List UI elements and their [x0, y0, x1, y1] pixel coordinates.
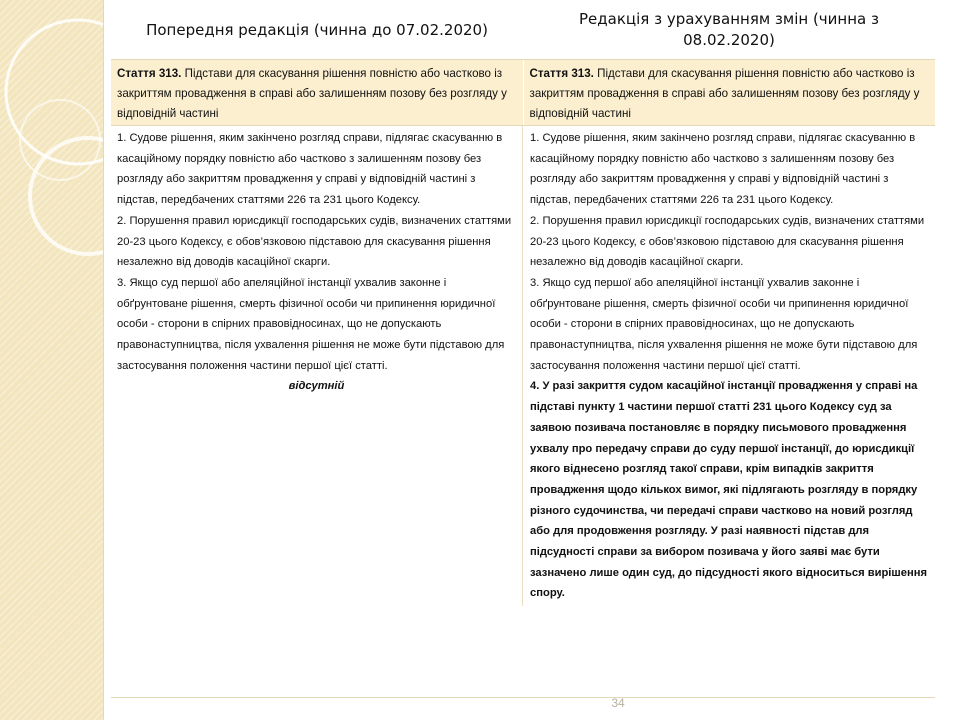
- page-number: 34: [611, 696, 625, 710]
- paragraph-3: 3. Якщо суд першої або апеляційної інстанції ухвалив законне і обґрунтоване рішення, смерть фізичної особи чи припинення юридичної особи - сторони в спірних правовідносинах, що не допускають правонаступництва, після ухвалення рішення не може бути підставою для застосування положення частини першої цієї статті.: [117, 276, 505, 372]
- header-previous-edition: Попередня редакція (чинна до 07.02.2020): [146, 21, 488, 39]
- decorative-circles: [0, 0, 104, 720]
- article-cell-left: [111, 60, 523, 125]
- article-title: Стаття 313.: [529, 67, 594, 80]
- paragraph-4-new: 4. У разі закриття судом касаційної інстанції провадження у справі на підставі пункту 1 частини першої статті 231 цього Кодексу суд за заявою позивача постановляє в порядку письмового провадження ухвалу про передачу справи до суду першої інстанції, до юрисдикції якого віднесено розгляд такої справи, крім випадків закриття провадження щодо кількох вимог, які підлягають розгляду в порядку різного судочинства, чи передачі справи частково на новий розгляд або для продовження розгляду. У разі наявності підстав для підсудності справи за вибором позивача у його заяві має бути зазначено лише один суд, до підсудності якого відноситься вирішення спору.: [530, 380, 927, 600]
- article-title: Стаття 313.: [117, 67, 182, 80]
- article-text: Підстави для скасування рішення повністю або частково із закриттям провадження в справі або залишенням позову без розгляду у відповідній частині: [117, 67, 507, 120]
- decorative-left-band: [0, 0, 104, 720]
- header-new-edition: Редакція з урахуванням змін (чинна з 08.02.2020): [579, 9, 879, 49]
- paragraph-1: 1. Судове рішення, яким закінчено розгляд справи, підлягає скасуванню в касаційному порядку повністю або частково з залишенням позову без розгляду або закриттям провадження у справі у відповідній частині з підстав, передбачених статтями 226 та 231 цього Кодексу.: [117, 132, 503, 207]
- article-row: [111, 60, 935, 126]
- comparison-table: [111, 0, 935, 606]
- paragraph-2: 2. Порушення правил юрисдикції господарських судів, визначених статтями 20-23 цього Кодексу, є обов’язковою підставою для скасування рішення незалежно від доводів касаційної скарги.: [530, 214, 925, 269]
- paragraph-2: 2. Порушення правил юрисдикції господарських судів, визначених статтями 20-23 цього Кодексу, є обов’язковою підставою для скасування рішення незалежно від доводів касаційної скарги.: [117, 214, 512, 269]
- paragraph-1: 1. Судове рішення, яким закінчено розгляд справи, підлягає скасуванню в касаційному порядку повністю або частково з залишенням позову без розгляду або закриттям провадження у справі у відповідній частині з підстав, передбачених статтями 226 та 231 цього Кодексу.: [530, 132, 916, 207]
- table-header: [111, 0, 935, 60]
- article-text: Підстави для скасування рішення повністю або частково із закриттям провадження в справі або залишенням позову без розгляду у відповідній частині: [529, 67, 920, 120]
- article-cell-right: [523, 60, 936, 125]
- paragraph-3: 3. Якщо суд першої або апеляційної інстанції ухвалив законне і обґрунтоване рішення, смерть фізичної особи чи припинення юридичної особи - сторони в спірних правовідносинах, що не допускають правонаступництва, після ухвалення рішення не може бути підставою для застосування положення частини першої цієї статті.: [530, 276, 918, 372]
- new-edition-column: [523, 126, 935, 606]
- previous-edition-column: [111, 126, 523, 606]
- body-row: [111, 126, 935, 606]
- absent-label: відсутній: [288, 380, 345, 393]
